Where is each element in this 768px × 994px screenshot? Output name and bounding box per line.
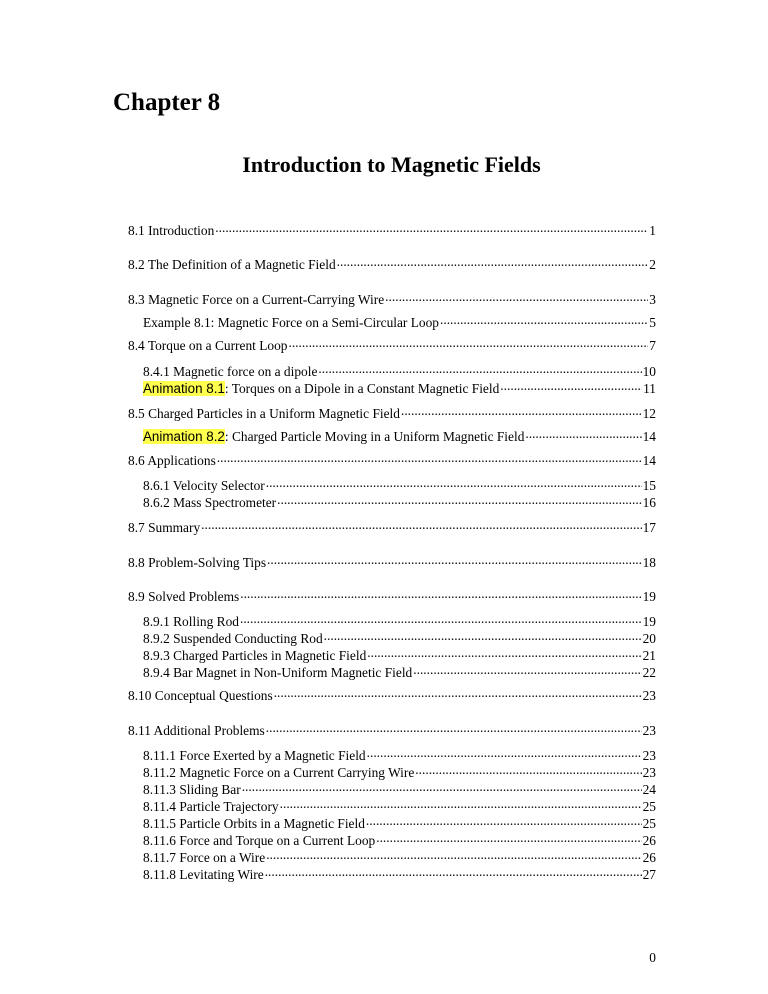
toc-entry-page: 27	[642, 867, 656, 882]
toc-entry-title: 8.1 Introduction	[128, 223, 215, 238]
toc-entry-page: 25	[642, 799, 656, 814]
toc-entry-8-2[interactable]	[128, 255, 656, 273]
toc-leader-dots	[217, 451, 642, 465]
toc-entry-8-9-3[interactable]	[143, 646, 656, 664]
toc-entry-page: 23	[642, 765, 656, 780]
toc-entry-8-6-2[interactable]	[143, 493, 656, 511]
toc-entry-8-8[interactable]	[128, 553, 656, 571]
chapter-label: Chapter 8	[113, 89, 221, 116]
toc-entry-title: 8.11.7 Force on a Wire	[143, 850, 266, 865]
toc-entry-8-11-3[interactable]	[143, 780, 656, 798]
toc-entry-title: 8.11.2 Magnetic Force on a Current Carrying Wire	[143, 765, 415, 780]
toc-entry-8-5[interactable]	[128, 404, 656, 422]
toc-entry-8-11-1[interactable]	[143, 746, 656, 764]
toc-entry-title: 8.6 Applications	[128, 453, 216, 468]
toc-leader-dots	[266, 476, 642, 490]
toc-leader-dots	[367, 646, 641, 660]
toc-entry-page: 26	[642, 833, 656, 848]
toc-entry-title: 8.4.1 Magnetic force on a dipole	[143, 364, 318, 379]
toc-entry-page: 23	[642, 723, 656, 738]
toc-entry-page: 14	[642, 453, 656, 468]
toc-entry-title: 8.11.6 Force and Torque on a Current Loop	[143, 833, 376, 848]
toc-entry-8-9-4[interactable]	[143, 663, 656, 681]
toc-entry-8-11-7[interactable]	[143, 848, 656, 866]
toc-leader-dots	[324, 629, 642, 643]
toc-entry-title: 8.9.4 Bar Magnet in Non-Uniform Magnetic Field	[143, 665, 413, 680]
toc-entry-page: 7	[649, 338, 656, 353]
toc-entry-8-1[interactable]	[128, 221, 656, 239]
toc-entry-title: 8.7 Summary	[128, 520, 201, 535]
toc-entry-page: 15	[642, 478, 656, 493]
toc-entry-8-11-6[interactable]	[143, 831, 656, 849]
toc-leader-dots	[376, 831, 641, 845]
toc-entry-title: 8.11.8 Levitating Wire	[143, 867, 264, 882]
toc-entry-title: 8.11.5 Particle Orbits in a Magnetic Field	[143, 816, 365, 831]
toc-entry-title: 8.9.3 Charged Particles in Magnetic Field	[143, 648, 367, 663]
toc-entry-title: 8.6.2 Mass Spectrometer	[143, 495, 277, 510]
toc-entry-page: 10	[642, 364, 656, 379]
toc-entry-8-9[interactable]	[128, 587, 656, 605]
toc-entry-8-4[interactable]	[128, 336, 656, 354]
toc-entry-page: 22	[642, 665, 656, 680]
toc-leader-dots	[240, 587, 641, 601]
toc-entry-8-9-2[interactable]	[143, 629, 656, 647]
toc-leader-dots	[440, 313, 648, 327]
toc-entry-title: 8.9.1 Rolling Rod	[143, 614, 239, 629]
toc-entry-title: 8.9 Solved Problems	[128, 589, 240, 604]
toc-leader-dots	[525, 427, 641, 441]
toc-leader-dots	[266, 721, 642, 735]
toc-entry-title: 8.6.1 Velocity Selector	[143, 478, 265, 493]
animation-link-8-2[interactable]: Animation 8.2	[143, 429, 225, 444]
toc-entry-8-9-1[interactable]	[143, 612, 656, 630]
toc-leader-dots	[240, 612, 642, 626]
toc-entry-page: 3	[649, 292, 656, 307]
chapter-title: Introduction to Magnetic Fields	[242, 152, 541, 177]
toc-leader-dots	[401, 404, 642, 418]
toc-entry-title: 8.9.2 Suspended Conducting Rod	[143, 631, 323, 646]
toc-entry-page: 26	[642, 850, 656, 865]
toc-entry-8-11-5[interactable]	[143, 814, 656, 832]
toc-entry-title: 8.8 Problem-Solving Tips	[128, 555, 267, 570]
toc-entry-animation-8-2[interactable]	[143, 427, 656, 445]
toc-leader-dots	[242, 780, 642, 794]
toc-entry-title: 8.11.1 Force Exerted by a Magnetic Field	[143, 748, 366, 763]
toc-leader-dots	[265, 865, 642, 879]
toc-leader-dots	[413, 663, 641, 677]
toc-entry-8-6[interactable]	[128, 451, 656, 469]
toc-entry-title: 8.11.4 Particle Trajectory	[143, 799, 279, 814]
toc-entry-8-6-1[interactable]	[143, 476, 656, 494]
toc-entry-page: 19	[642, 589, 656, 604]
toc-leader-dots	[385, 290, 648, 304]
page-number: 0	[649, 950, 656, 965]
toc-leader-dots	[500, 379, 642, 393]
toc-entry-page: 11	[643, 381, 656, 396]
toc-entry-example-8-1[interactable]	[143, 313, 656, 331]
toc-entry-8-10[interactable]	[128, 686, 656, 704]
toc-entry-page: 24	[642, 782, 656, 797]
toc-entry-page: 19	[642, 614, 656, 629]
toc-entry-8-11[interactable]	[128, 721, 656, 739]
toc-entry-title	[143, 428, 524, 446]
toc-leader-dots	[215, 221, 648, 235]
toc-entry-page: 12	[642, 406, 656, 421]
toc-entry-8-7[interactable]	[128, 518, 656, 536]
toc-entry-page: 2	[649, 257, 656, 272]
toc-entry-page: 25	[642, 816, 656, 831]
toc-entry-8-4-1[interactable]	[143, 362, 656, 380]
toc-leader-dots	[274, 686, 642, 700]
toc-leader-dots	[280, 797, 642, 811]
toc-entry-8-11-2[interactable]	[143, 763, 656, 781]
toc-entry-title	[143, 380, 499, 398]
toc-entry-title: 8.5 Charged Particles in a Uniform Magnetic Field	[128, 406, 400, 421]
toc-entry-title-rest: : Charged Particle Moving in a Uniform Magnetic Field	[224, 429, 525, 444]
toc-entry-page: 17	[642, 520, 656, 535]
toc-leader-dots	[366, 814, 642, 828]
toc-entry-page: 5	[649, 315, 656, 330]
toc-entry-title: 8.11 Additional Problems	[128, 723, 265, 738]
toc-entry-8-3[interactable]	[128, 290, 656, 308]
toc-leader-dots	[288, 336, 648, 350]
toc-entry-page: 23	[642, 748, 656, 763]
toc-entry-page: 23	[642, 688, 656, 703]
toc-entry-page: 14	[642, 429, 656, 444]
toc-entry-animation-8-1[interactable]	[143, 379, 656, 397]
toc-entry-page: 18	[642, 555, 656, 570]
toc-leader-dots	[277, 493, 641, 507]
toc-entry-title: 8.3 Magnetic Force on a Current-Carrying Wire	[128, 292, 385, 307]
toc-entry-title: 8.10 Conceptual Questions	[128, 688, 273, 703]
animation-link-8-1[interactable]: Animation 8.1	[143, 381, 225, 396]
toc-leader-dots	[367, 746, 642, 760]
toc-entry-title: 8.4 Torque on a Current Loop	[128, 338, 288, 353]
toc-entry-title-rest: : Torques on a Dipole in a Constant Magnetic Field	[224, 381, 500, 396]
toc-entry-title: Example 8.1: Magnetic Force on a Semi-Circular Loop	[143, 315, 439, 330]
toc-leader-dots	[201, 518, 641, 532]
toc-entry-page: 20	[642, 631, 656, 646]
toc-entry-8-11-8[interactable]	[143, 865, 656, 883]
toc-entry-page: 1	[649, 223, 656, 238]
toc-entry-title: 8.11.3 Sliding Bar	[143, 782, 241, 797]
toc-entry-page: 16	[642, 495, 656, 510]
toc-entry-title: 8.2 The Definition of a Magnetic Field	[128, 257, 336, 272]
toc-leader-dots	[266, 848, 641, 862]
toc-leader-dots	[337, 255, 649, 269]
toc-leader-dots	[415, 763, 641, 777]
toc-leader-dots	[267, 553, 642, 567]
toc-leader-dots	[318, 362, 641, 376]
toc-entry-8-11-4[interactable]	[143, 797, 656, 815]
toc-entry-page: 21	[642, 648, 656, 663]
